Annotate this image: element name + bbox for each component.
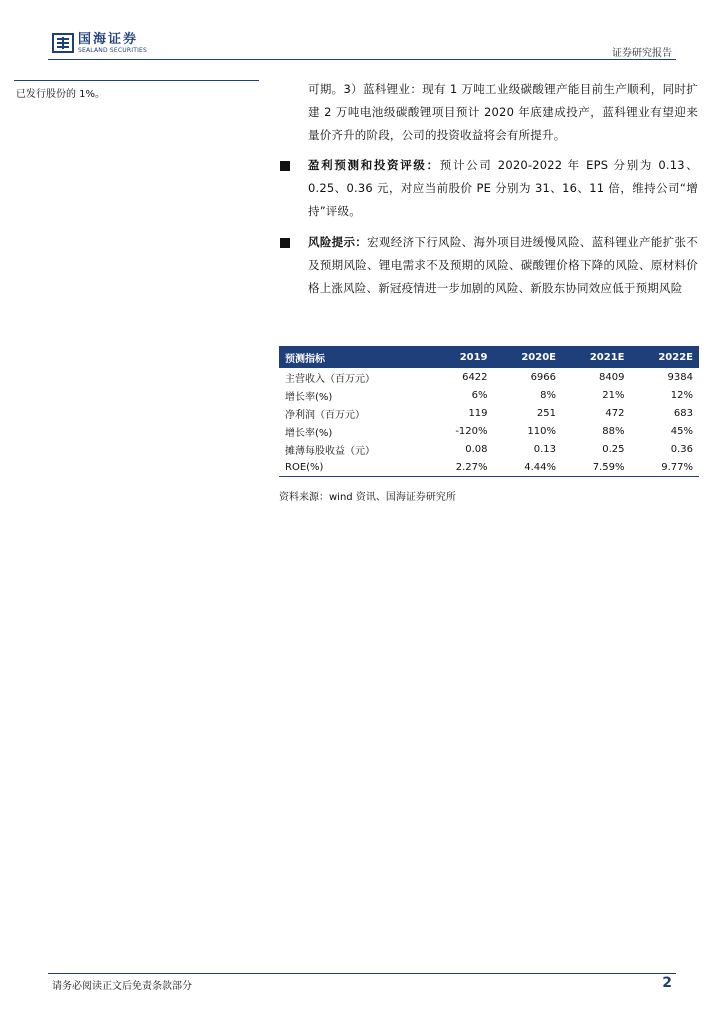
table-cell: 9.77%	[631, 458, 700, 477]
table-header-cell: 2019	[429, 346, 494, 368]
sidebar-note: 已发行股份的 1%。	[16, 89, 106, 100]
footer-disclaimer: 请务必阅读正文后免责条款部分	[52, 981, 192, 992]
table-cell: 4.44%	[494, 458, 562, 477]
table-cell: 0.36	[670, 443, 693, 455]
risk-warning-text: 宏观经济下行风险、海外项目进缓慢风险、蓝科锂业产能扩张不及预期风险、锂电需求不及预期的风险、碳酸锂价格下降的风险、原材料价格上涨风险、新冠疫情进一步加剧的风险、新股东协同效应低于预期风险	[308, 235, 698, 295]
page-number: 2	[662, 975, 672, 991]
company-logo-english: SEALAND SECURITIES	[78, 47, 148, 54]
table-cell: 251	[536, 407, 557, 419]
paragraph-continuation: 可期。3）蓝科锂业：现有 1 万吨工业级碳酸锂产能目前生产顺利，同时扩建 2 万吨电池级碳酸锂项目预计 2020 年底建成投产，蓝科锂业有望迎来量价齐升的阶段，公司的投资收益将会有所提升。	[308, 82, 698, 142]
table-cell: 0.25	[602, 443, 625, 455]
sidebar-divider	[14, 80, 259, 81]
table-cell: ROE(%)	[279, 458, 429, 477]
forecast-table	[279, 346, 699, 477]
table-cell: 683	[673, 407, 693, 419]
table-cell: 12%	[670, 389, 693, 401]
report-type-label: 证券研究报告	[612, 48, 672, 59]
table-cell: 增长率(%)	[285, 391, 333, 403]
header-divider	[48, 59, 676, 60]
table-cell: 6966	[530, 371, 557, 383]
bullet-square-icon	[280, 161, 290, 171]
table-cell: 净利润（百万元）	[285, 409, 365, 421]
table-cell: 9384	[667, 371, 693, 383]
table-cell: 7.59%	[562, 458, 630, 477]
table-source-note: 资料来源：wind 资讯、国海证券研究所	[279, 492, 456, 503]
risk-warning-title: 风险提示：	[308, 235, 368, 249]
table-cell: 主营收入（百万元）	[285, 373, 375, 385]
table-cell: 摊薄每股收益（元）	[285, 445, 375, 457]
earnings-forecast-text: 预计公司 2020-2022 年 EPS 分别为 0.13、0.25、0.36 元，对应当前股价 PE 分别为 31、16、11 倍，维持公司“增持”评级。	[308, 158, 698, 218]
table-cell: 21%	[602, 389, 625, 401]
table-cell: 472	[605, 407, 625, 419]
table-cell: 110%	[527, 425, 557, 437]
table-cell: 6%	[471, 389, 488, 401]
risk-warning-paragraph	[308, 231, 698, 300]
table-cell: 45%	[670, 425, 693, 437]
table-cell: 119	[468, 407, 488, 419]
earnings-forecast-paragraph	[308, 154, 698, 223]
table-row	[279, 422, 699, 440]
table-cell: 0.08	[465, 443, 488, 455]
table-cell: 88%	[602, 425, 625, 437]
company-logo-name: 国海证券	[78, 32, 139, 47]
table-header-cell: 预测指标	[279, 346, 429, 368]
table-row	[279, 404, 699, 422]
table-cell: 8%	[540, 389, 557, 401]
table-cell: 增长率(%)	[285, 427, 333, 439]
company-logo-icon	[52, 33, 74, 53]
table-row	[279, 386, 699, 404]
table-header-row	[279, 346, 699, 368]
table-row	[279, 368, 699, 386]
table-header-cell: 2022E	[631, 346, 700, 368]
table-cell: 6422	[462, 371, 488, 383]
table-cell: 8409	[599, 371, 625, 383]
earnings-forecast-title: 盈利预测和投资评级：	[308, 158, 440, 172]
table-cell: -120%	[455, 425, 488, 437]
table-header-cell: 2021E	[562, 346, 630, 368]
table-cell: 0.13	[533, 443, 557, 455]
footer-divider	[48, 973, 676, 974]
table-row	[279, 458, 699, 477]
bullet-square-icon	[280, 238, 290, 248]
table-cell: 2.27%	[429, 458, 494, 477]
table-row	[279, 440, 699, 458]
table-header-cell: 2020E	[494, 346, 562, 368]
